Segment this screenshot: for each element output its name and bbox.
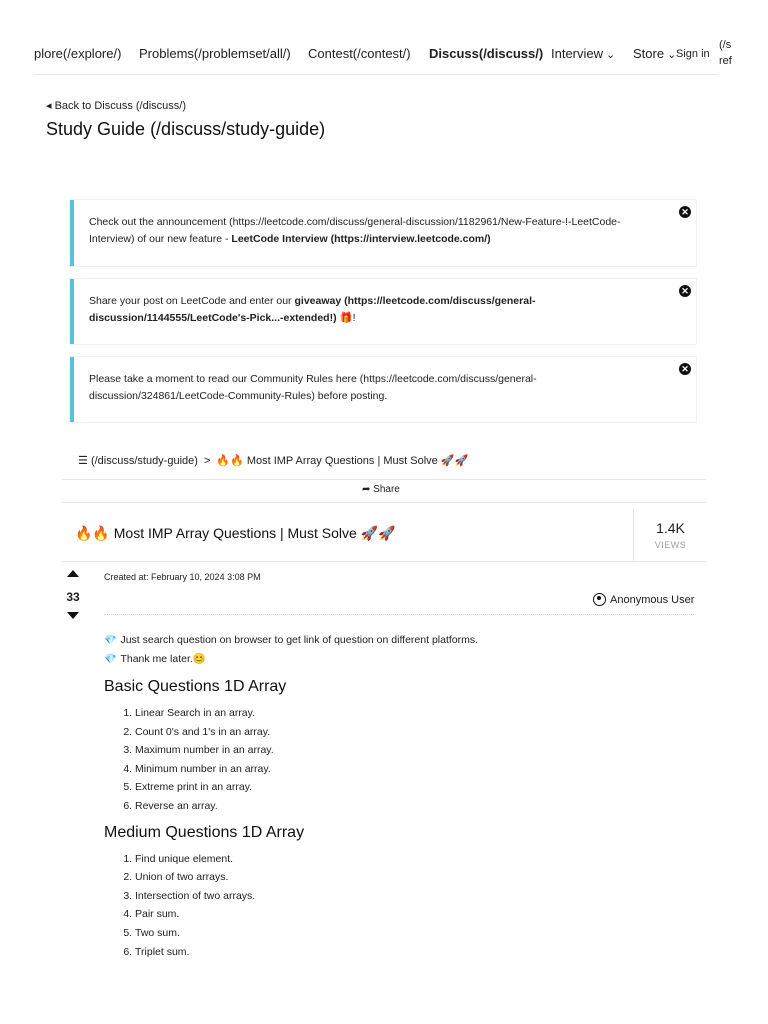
alert-text: Please take a moment to read our Community Rules here (https://leetcode.com/discuss/general-discussion/324861/LeetCode-Community-Rules) before posting. [89, 373, 537, 402]
nav-discuss[interactable]: Discuss(/discuss/) [429, 46, 544, 61]
list-item: 2. Count 0's and 1's in an array. [135, 723, 694, 742]
list-item: 6. Triplet sum. [135, 943, 694, 962]
intro-text: Thank me later.😊 [120, 653, 206, 665]
list-item: 5. Extreme print in an array. [135, 778, 694, 797]
alert-link[interactable]: LeetCode Interview (https://interview.leetcode.com/) [231, 233, 491, 245]
caret-left-icon: ◂ [46, 100, 55, 112]
nav-overflow-link-2[interactable]: ref [719, 55, 732, 67]
breadcrumb-current: 🔥🔥 Most IMP Array Questions | Must Solve 🚀🚀 [216, 455, 469, 467]
alert-announcement [70, 200, 696, 266]
list-icon: ☰ [78, 455, 88, 467]
share-icon: ➦ [362, 484, 371, 495]
list-item: 3. Maximum number in an array. [135, 741, 694, 760]
page-title: Study Guide (/discuss/study-guide) [46, 119, 326, 139]
share-button[interactable] [362, 484, 400, 495]
alert-link[interactable]: giveaway (https://leetcode.com/discuss/general-discussion/1144555/LeetCode's-Pick...-extended!) 🎁 [89, 295, 536, 324]
section-heading: Medium Questions 1D Array [104, 823, 305, 841]
alert-message [89, 214, 649, 248]
user-avatar-icon [593, 593, 606, 606]
nav-problems[interactable]: Problems(/problemset/all/) [139, 46, 291, 61]
post-content [104, 631, 694, 961]
vote-count: 33 [66, 590, 80, 604]
list-item: 1. Linear Search in an array. [135, 704, 694, 723]
alert-message [89, 371, 649, 405]
downvote-icon[interactable] [67, 612, 79, 619]
share-bar [62, 479, 706, 503]
close-icon[interactable]: ✕ [679, 363, 691, 375]
back-link[interactable] [46, 99, 186, 112]
close-icon[interactable]: ✕ [679, 206, 691, 218]
nav-interview[interactable] [551, 46, 615, 61]
alert-giveaway [70, 279, 696, 344]
question-list [104, 850, 694, 962]
list-item: 1. Find unique element. [135, 850, 694, 869]
nav-contest[interactable]: Contest(/contest/) [308, 46, 411, 61]
breadcrumb [78, 454, 468, 467]
list-item: 2. Union of two arrays. [135, 868, 694, 887]
author-name: Anonymous User [610, 594, 695, 606]
nav-store-label: Store [633, 46, 665, 61]
views-box [633, 509, 707, 561]
breadcrumb-root[interactable]: (/discuss/study-guide) [90, 455, 198, 467]
list-item: 6. Reverse an array. [135, 797, 694, 816]
sign-in-link[interactable]: Sign in [676, 48, 710, 60]
gem-icon: 💎 [104, 635, 117, 646]
post-divider [62, 561, 706, 562]
nav-overflow-link-1[interactable]: (/s [719, 39, 732, 51]
views-label: VIEWS [654, 540, 687, 550]
topic-title: 🔥🔥 Most IMP Array Questions | Must Solve 🚀🚀 [75, 525, 396, 541]
upvote-icon[interactable] [67, 570, 79, 577]
question-list [104, 704, 694, 816]
intro-line [104, 631, 694, 650]
chevron-down-icon: ⌄ [667, 49, 677, 61]
alert-message [89, 293, 649, 327]
nav-interview-label: Interview [551, 46, 604, 61]
section-heading: Basic Questions 1D Array [104, 678, 287, 695]
alert-community-rules [70, 357, 696, 422]
alert-after: ! [352, 312, 356, 324]
content-divider [104, 614, 694, 615]
alert-text: Check out the announcement (https://leetcode.com/discuss/general-discussion/1182961/New-Feature-!-LeetCode-Interview) of our new feature - [89, 216, 621, 245]
close-icon[interactable]: ✕ [679, 285, 691, 297]
chevron-down-icon: ⌄ [606, 49, 616, 61]
created-at: Created at: February 10, 2024 3:08 PM [104, 572, 261, 582]
alert-text: Share your post on LeetCode and enter our [89, 295, 295, 307]
breadcrumb-separator: > [203, 455, 211, 467]
list-item: 5. Two sum. [135, 924, 694, 943]
nav-explore[interactable]: plore(/explore/) [34, 46, 122, 61]
list-item: 4. Pair sum. [135, 905, 694, 924]
back-link-label: Back to Discuss (/discuss/) [54, 100, 186, 112]
author[interactable] [593, 593, 694, 606]
views-count: 1.4K [656, 520, 685, 536]
list-item: 4. Minimum number in an array. [135, 760, 694, 779]
list-item: 3. Intersection of two arrays. [135, 887, 694, 906]
nav-store[interactable] [633, 46, 676, 61]
intro-text: Just search question on browser to get link of question on different platforms. [120, 634, 479, 646]
nav-divider [34, 74, 718, 75]
gem-icon: 💎 [104, 654, 117, 665]
intro-line [104, 650, 694, 669]
share-label: Share [373, 484, 400, 495]
